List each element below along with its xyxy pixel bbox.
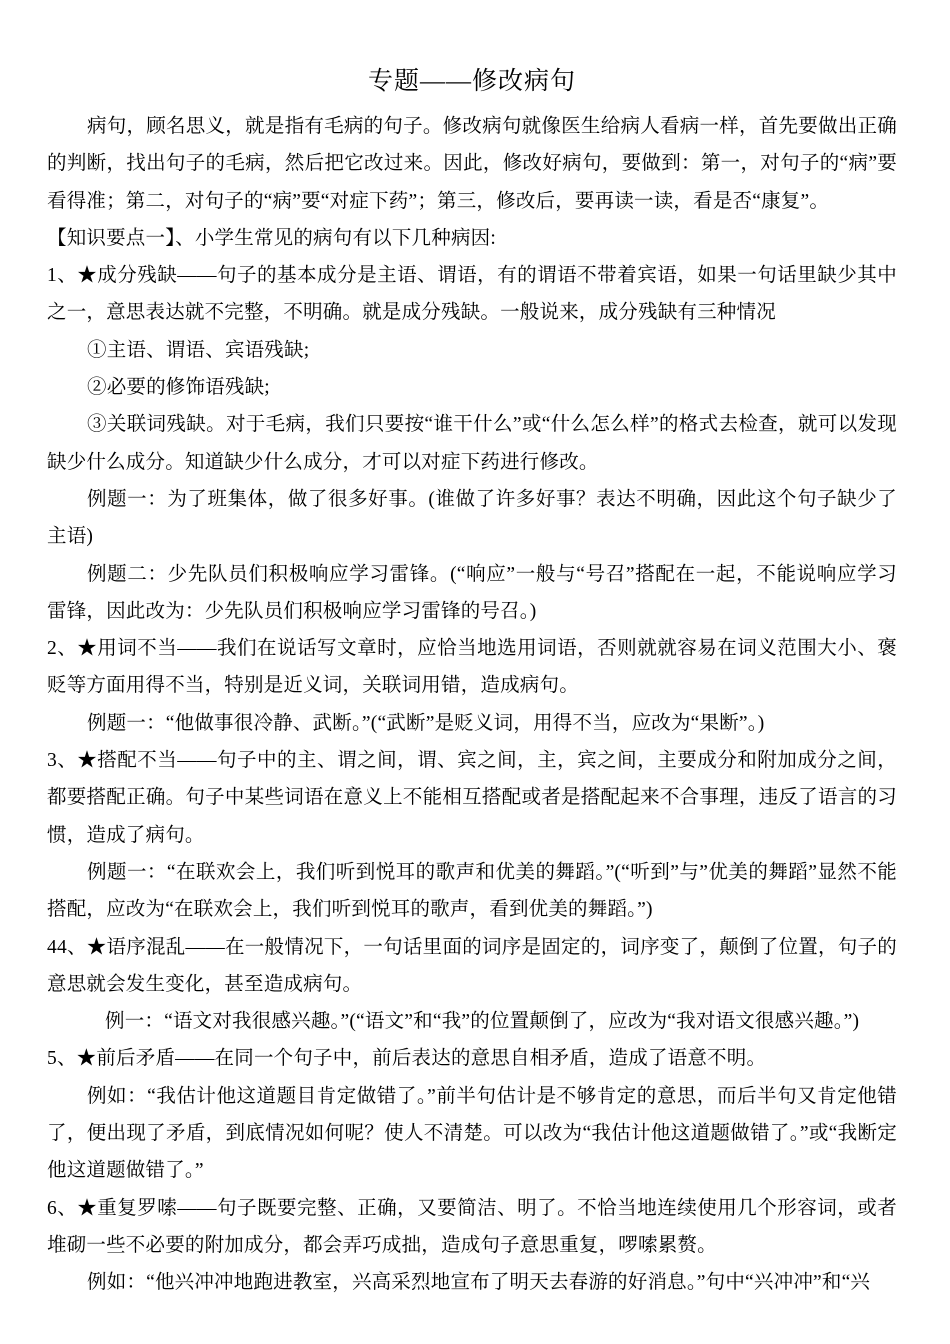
item-1-subitem-2: ②必要的修饰语残缺;: [87, 377, 270, 399]
item-6-heading: 6、★重复罗嗦——句子既要完整、正确，又要简洁、明了。不恰当地连续使用几个形容词，或者堆砌一些不必要的附加成分，都会弄巧成拙，造成句子意思重复，啰嗦累赘。: [47, 1197, 897, 1256]
item-2-example-1: 例题一：“他做事很冷静、武断。”(“武断”是贬义词，用得不当，应改为“果断”。): [87, 712, 765, 734]
item-4-example-1: 例一：“语文对我很感兴趣。”(“语文”和“我”的位置颠倒了，应改为“我对语文很感兴趣。”): [105, 1011, 860, 1033]
item-2-heading: 2、★用词不当——我们在说话写文章时，应恰当地选用词语，否则就就容易在词义范围大小、褒贬等方面用得不当，特别是近义词，关联词用错，造成病句。: [47, 638, 897, 697]
item-5-heading: 5、★前后矛盾——在同一个句子中，前后表达的意思自相矛盾，造成了语意不明。: [47, 1048, 767, 1070]
item-1-subitem-3: ③关联词残缺。对于毛病，我们只要按“谁干什么”或“什么怎么样”的格式去检查，就可以发现缺少什么成分。知道缺少什么成分，才可以对症下药进行修改。: [47, 414, 897, 473]
item-3-example-1: 例题一：“在联欢会上，我们听到悦耳的歌声和优美的舞蹈。”(“听到”与”优美的舞蹈”显然不能搭配，应改为“在联欢会上，我们听到悦耳的歌声，看到优美的舞蹈。”): [47, 861, 897, 921]
intro-paragraph: 病句，顾名思义，就是指有毛病的句子。修改病句就像医生给病人看病一样，首先要做出正确的判断，找出句子的毛病，然后把它改过来。因此，修改好病句，要做到：第一，对句子的“病”要看得准；第二，对句子的“病”要“对症下药”；第三，修改后，要再读一读，看是否“康复”。: [47, 116, 897, 212]
document-content: [47, 62, 897, 1302]
section-heading-knowledge-points: 【知识要点一】、小学生常见的病句有以下几种病因:: [47, 227, 496, 249]
item-1-example-1: 例题一：为了班集体，做了很多好事。(谁做了许多好事？表达不明确，因此这个句子缺少了主语): [47, 488, 897, 548]
item-3-heading: 3、★搭配不当——句子中的主、谓之间，谓、宾之间，主，宾之间，主要成分和附加成分之间，都要搭配正确。句子中某些词语在意义上不能相互搭配或者是搭配起来不合事理，违反了语言的习惯，造成了病句。: [47, 750, 897, 846]
item-5-example-1: 例如：“我估计他这道题目肯定做错了。”前半句估计是不够肯定的意思，而后半句又肯定他错了，便出现了矛盾，到底情况如何呢？使人不清楚。可以改为“我估计他这道题做错了。”或“我断定他这道题做错了。”: [47, 1085, 897, 1182]
item-1-subitem-1: ①主语、谓语、宾语残缺;: [87, 339, 310, 361]
item-4-heading: 44、★语序混乱——在一般情况下，一句话里面的词序是固定的，词序变了，颠倒了位置，句子的意思就会发生变化，甚至造成病句。: [47, 936, 897, 995]
item-1-example-2: 例题二：少先队员们积极响应学习雷锋。(“响应”一般与“号召”搭配在一起，不能说响应学习雷锋，因此改为：少先队员们积极响应学习雷锋的号召。): [47, 563, 897, 622]
page-title: 专题——修改病句: [367, 68, 576, 95]
item-6-example-1: 例如：“他兴冲冲地跑进教室，兴高采烈地宣布了明天去春游的好消息。”句中“兴冲冲”和“兴: [87, 1272, 871, 1294]
item-1-heading: 1、★成分残缺——句子的基本成分是主语、谓语，有的谓语不带着宾语，如果一句话里缺少其中之一，意思表达就不完整，不明确。就是成分残缺。一般说来，成分残缺有三种情况: [47, 265, 897, 324]
